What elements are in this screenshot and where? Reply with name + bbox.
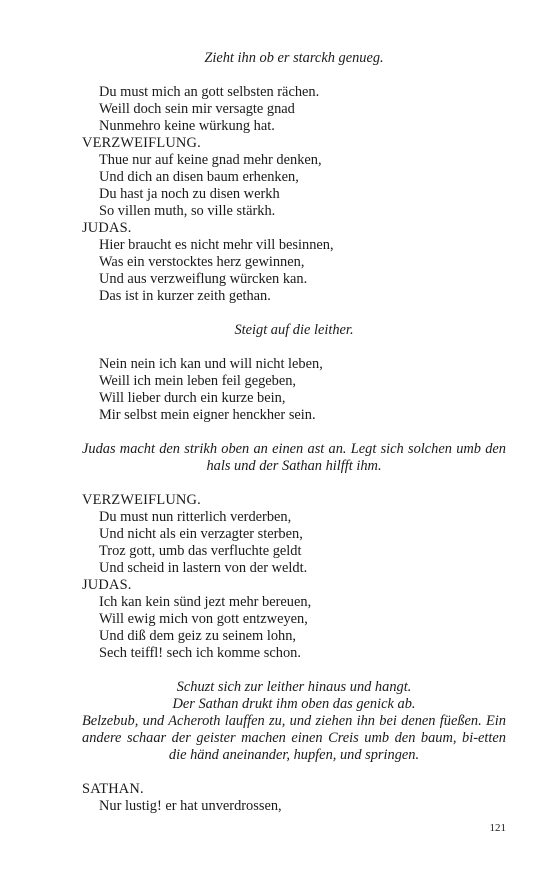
- verse-line: Und diß dem geiz zu seinem lohn,: [99, 628, 297, 644]
- verse-line: Was ein verstocktes herz gewinnen,: [99, 254, 305, 270]
- verse-line: So villen muth, so ville stärkh.: [99, 203, 276, 219]
- blank-line: [82, 424, 506, 441]
- verse-line: Ich kan kein sünd jezt mehr bereuen,: [99, 594, 312, 610]
- verse-line: Du must nun ritterlich verderben,: [99, 509, 292, 525]
- verse-line: Weill ich mein leben feil gegeben,: [99, 373, 297, 389]
- page-number: 121: [489, 822, 506, 834]
- blank-line: [82, 67, 506, 84]
- blank-line: [82, 475, 506, 492]
- stage-direction: Steigt auf die leither.: [234, 322, 354, 338]
- speaker-name: VERZWEIFLUNG.: [82, 492, 201, 508]
- text-body: [82, 50, 506, 815]
- verse-line: Will ewig mich von gott entzweyen,: [99, 611, 308, 627]
- verse-line: Und dich an disen baum erhenken,: [99, 169, 299, 185]
- blank-line: [82, 339, 506, 356]
- blank-line: [82, 305, 506, 322]
- verse-line: Du hast ja noch zu disen werkh: [99, 186, 280, 202]
- verse-line: Nein nein ich kan und will nicht leben,: [99, 356, 323, 372]
- verse-line: Nunmehro keine würkung hat.: [99, 118, 275, 134]
- verse-line: Hier braucht es nicht mehr vill besinnen,: [99, 237, 334, 253]
- stage-direction: Der Sathan drukt ihm oben das genick ab.: [172, 696, 416, 712]
- stage-direction: Judas macht den strikh oben an einen ast an. Legt sich solchen umb den hals und der Sathan hilfft ihm.: [82, 441, 506, 474]
- speaker-name: JUDAS.: [82, 577, 132, 593]
- verse-line: Mir selbst mein eigner henckher sein.: [99, 407, 316, 423]
- stage-direction: Belzebub, und Acheroth lauffen zu, und ziehen ihn bei denen füeßen. Ein andere schaar der geister machen einen Creis umb den baum, bi-etten die händ aneinander, hupfen, und springen.: [82, 713, 506, 763]
- verse-line: Das ist in kurzer zeith gethan.: [99, 288, 271, 304]
- stage-direction: Zieht ihn ob er starckh genueg.: [204, 50, 384, 66]
- verse-line: Und scheid in lastern von der weldt.: [99, 560, 308, 576]
- verse-line: Will lieber durch ein kurze bein,: [99, 390, 286, 406]
- speaker-name: SATHAN.: [82, 781, 144, 797]
- verse-line: Nur lustig! er hat unverdrossen,: [99, 798, 282, 814]
- blank-line: [82, 662, 506, 679]
- stage-direction: Schuzt sich zur leither hinaus und hangt.: [176, 679, 412, 695]
- verse-line: Weill doch sein mir versagte gnad: [99, 101, 295, 117]
- verse-line: Und aus verzweiflung würcken kan.: [99, 271, 308, 287]
- speaker-name: VERZWEIFLUNG.: [82, 135, 201, 151]
- verse-line: Thue nur auf keine gnad mehr denken,: [99, 152, 322, 168]
- speaker-name: JUDAS.: [82, 220, 132, 236]
- verse-line: Troz gott, umb das verfluchte geldt: [99, 543, 302, 559]
- blank-line: [82, 764, 506, 781]
- verse-line: Sech teiffl! sech ich komme schon.: [99, 645, 301, 661]
- verse-line: Und nicht als ein verzagter sterben,: [99, 526, 303, 542]
- verse-line: Du must mich an gott selbsten rächen.: [99, 84, 320, 100]
